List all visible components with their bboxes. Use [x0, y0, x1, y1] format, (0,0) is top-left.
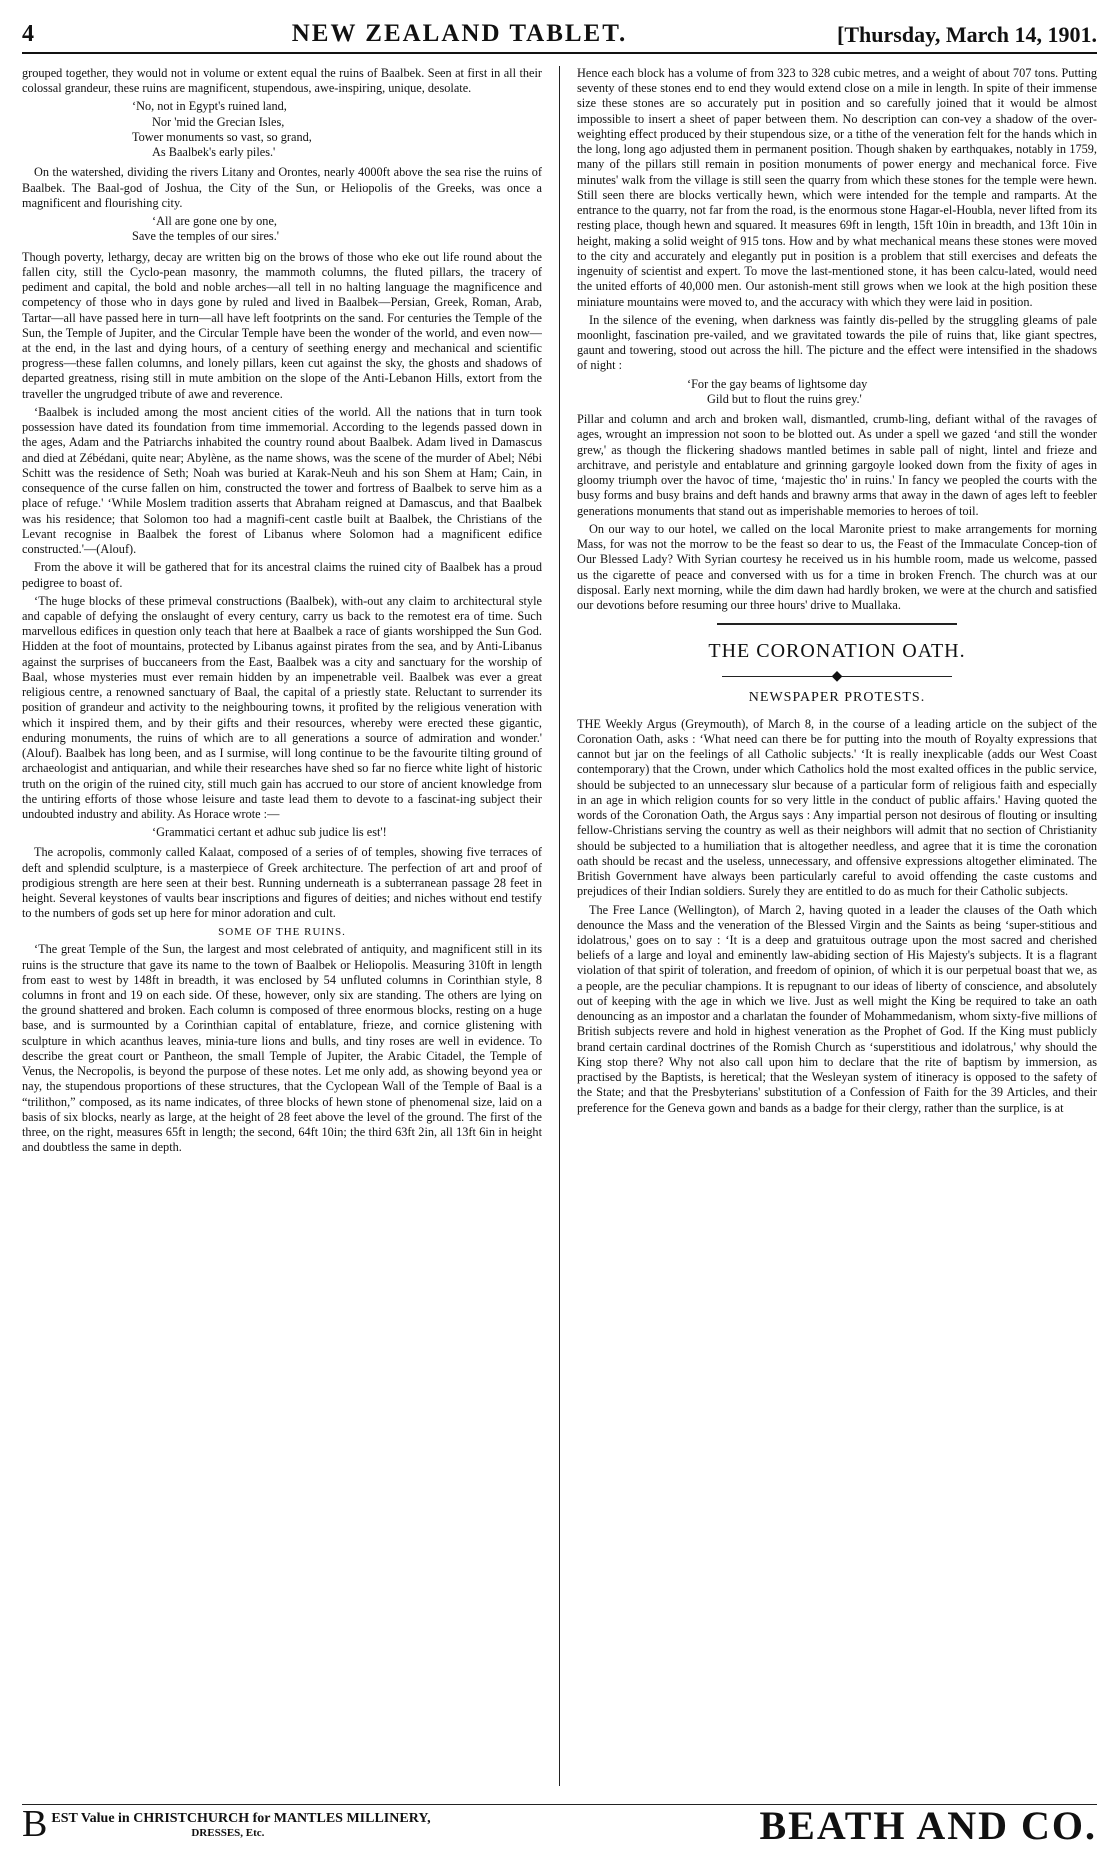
verse-line: ‘For the gay beams of lightsome day	[687, 376, 868, 391]
verse	[22, 825, 542, 840]
section-rule	[717, 623, 957, 625]
page-number: 4	[22, 21, 34, 47]
article-heading: THE CORONATION OATH.	[708, 640, 966, 663]
verse-line: ‘Grammatici certant et adhuc sub judice lis est'!	[152, 825, 387, 840]
verse	[22, 99, 542, 160]
advertisement-text	[22, 1804, 431, 1846]
left-column	[22, 66, 542, 1786]
paragraph: grouped together, they would not in volume or extent equal the ruins of Baalbek. Seen at first in all their colossal grandeur, these ruins are magnificent, stupendous, awe-inspiring, unique, desolate.	[22, 66, 542, 96]
ad-line: EST Value in CHRISTCHURCH for MANTLES MILLINERY,	[51, 1811, 431, 1827]
advertisement-footer	[22, 1802, 1097, 1848]
paragraph: Hence each block has a volume of from 323 to 328 cubic metres, and a weight of about 707 tons. Putting seventy of these stones end to end they would extend close on a mile in length. In spite of their immense size these stones are so accurately put in position and so carefully joined that it would be almost impossible to insert a sheet of paper between them. No description can con-vey a shadow of the over-weighting effect produced by their stupendous size, or a tithe of the veneration felt for the hands which in the long, long ago adjusted them in permanent position. Though shaken by earthquakes, notably in 1759, many of the pillars still remain in position monuments of power energy and mechanical force. Five minutes' walk from the village is still seen the quarry from which these stones for the temple were hewn. Still seen there are blocks vertically hewn, which were intended for the temple and ramparts. At the entrance to the quarry, not far from the road, is the enormous stone Hagar-el-Houbla, never lifted from its resting place, though hewn and squared. It measures 69ft in length, 15ft 10in in breadth, and 13ft 10in in height, making a solid weight of 915 tons. How and by what mechanical means these stones were moved to the city and accurately and elegantly put in position is a problem that still exercises and defeats the ingenuity of scientist and expert. To move the last-mentioned stone, it has been calcu-lated, would need the united efforts of 40,000 men. Our astonish-ment still grows when we look at the high position these miniature mountains were moved to, and the accuracy with which they were laid in position.	[577, 66, 1097, 309]
paragraph: On the watershed, dividing the rivers Litany and Orontes, nearly 4000ft above the sea rise the ruins of Baalbek. The Baal-god of Joshua, the City of the Sun, or Heliopolis of the Greeks, was once a magnificent and flourishing city.	[22, 165, 542, 210]
paragraph: The acropolis, commonly called Kalaat, composed of a series of of temples, showing five terraces of deft and splendid sculpture, is a masterpiece of Greek architecture. The perfection of art and proof of prodigious strength are here seen at their best. Running underneath is a subterranean passage 28 feet in height. Several keystones of vaults bear inscriptions and figures of deities; and niches without end testify to the numbers of gods set up here for minor adoration and cult.	[22, 845, 542, 921]
paragraph: On our way to our hotel, we called on the local Maronite priest to make arrangements for morning Mass, for was not the morrow to be the feast so dear to us, the Feast of the Immaculate Concep-tion of Our Blessed Lady? With Syrian courtesy he received us in his humble room, made us welcome, passed us the cigarette of peace and conversed with us for a time in broken French. The church was at our disposal. Early next morning, while the dim dawn had hardly broken, we were at the church and satisfied our devotions before resuming our three hours' drive to Muallaka.	[577, 521, 1097, 612]
verse	[22, 214, 542, 244]
verse-line: Tower monuments so vast, so grand,	[132, 129, 312, 144]
ad-line: DRESSES, Etc.	[191, 1826, 265, 1839]
paragraph: The Free Lance (Wellington), of March 2, having quoted in a leader the clauses of the Oath which denounce the Mass and the veneration of the Blessed Virgin and the Saints as being ‘super-stitious and idolatrous,' goes on to say : ‘It is a deep and gratuitous outrage upon the most sacred and cherished beliefs of a large and loyal and eminently law-abiding section of His Majesty's subjects. It is a flagrant violation of that spirit of toleration, and freedom of opinion, of which it is our perpetual boast that we, as a people, are the peculiar champions. It is repugnant to our ideas of liberty of conscience, and absolutely out of keeping with the age in which we live. Just as well might the King be required to take an oath denouncing as an impostor and a charlatan the founder of Mohammedanism, whom sixty-five millions of British subjects revere and hold in highest veneration as the Prophet of God. If the King must publicly brand certain cardinal doctrines of the Romish Church as ‘superstitious and idolatrous,' why should the King stop there? Why not also call upon him to declare that the rite of baptism by immersion, as practised by the Baptists, is heretical; that the Wesleyan system of itineracy is opposed to the safety of the State; and that the Presbyterians' substitution of a Confession of Faith for the 39 Articles, and their preference for the Geneva gown and bands as a badge for their clergy, rather than the surplice, is at	[577, 902, 1097, 1115]
advertiser-name: BEATH AND CO.	[759, 1802, 1097, 1848]
verse-line: ‘All are gone one by one,	[152, 214, 277, 229]
article-subheading: NEWSPAPER PROTESTS.	[748, 690, 926, 706]
masthead	[22, 18, 1097, 54]
ornament-divider	[577, 668, 1097, 685]
issue-date: [Thursday, March 14, 1901.	[837, 22, 1097, 47]
paragraph: Though poverty, lethargy, decay are written big on the brows of those who eke out life round about the fallen city, still the Cyclo-pean masonry, the mammoth columns, the fluted pillars, the tracery of pediment and capital, the bold and noble arches—all tell in no halting language the magnificence and competency of those who in days gone by ruled and lived in Baalbek—Persian, Greek, Roman, Arab, Tartar—all have passed here in turn—all have left footprints on the sand. For centuries the Temple of the Sun, the Temple of Jupiter, and the Circular Temple have been the wonder of the world, and even now—at the end, in the last and dying hours, of a century of seething energy and mechanical and scientific progress—these fallen columns, and lonely pillars, keen cut against the sky, the ghosts and shadows of departed greatness, rising still in mute ambition on the slope of the Anti-Lebanon Hills, extort from the traveller the ungrudged tribute of awe and reverence.	[22, 249, 542, 401]
section-subhead: SOME OF THE RUINS.	[218, 925, 346, 938]
paragraph: From the above it will be gathered that for its ancestral claims the ruined city of Baalbek has a proud pedigree to boast of.	[22, 560, 542, 590]
paragraph: Pillar and column and arch and broken wall, dismantled, crumb-ling, defiant withal of the ravages of ages, wrought an impression not soon to be blotted out. As under a spell we gazed ‘and still the wonder grew,' as though the flickering shadows mantled betimes in sable pall of night, lintel and frieze and architrave, and peristyle and entablature and grinning gargoyle looked down from the fixity of ages in gloomy triumph over the havoc of time, ‘majestic tho' in ruins.' In fancy we peopled the courts with the busy forms and busy brains and deft hands and brawny arms that away in the dawn of ages left to feebler generations monuments that stand out as imperishable memories to heroes of toil.	[577, 412, 1097, 518]
verse	[577, 377, 1097, 407]
drop-cap: B	[22, 1803, 48, 1846]
diamond-icon: ◆	[831, 669, 843, 684]
verse-line: As Baalbek's early piles.'	[152, 145, 276, 160]
paragraph: In the silence of the evening, when darkness was faintly dis-pelled by the struggling gleams of pale moonlight, fascination pre-vailed, and we gravitated towards the pile of ruins that, like giant spectres, gaunt and towering, stood out across the hill. The picture and the effect were intensified in the shadows of night :	[577, 312, 1097, 373]
verse-line: ‘No, not in Egypt's ruined land,	[132, 99, 287, 114]
verse-line: Gild but to flout the ruins grey.'	[707, 391, 862, 406]
right-column	[577, 66, 1097, 1786]
paragraph: ‘Baalbek is included among the most ancient cities of the world. All the nations that in turn took possession have dated its foundation from time immemorial. According to the legends passed down in the ages, Adam and the Patriarchs inhabited the country round about Baalbek. Adam lived in Damascus and died at Zébédani, quite near; Abylène, as the name shows, was the scene of the murder of Abel; Nébi Schitt was the residence of Seth; Noah was buried at Karak-Neuh and his son Shem at Ham; Cain, in consequence of the curse fallen on him, constructed the tower and fortress of Baalbek to serve him as a place of refuge.' ‘While Moslem tradition asserts that Abraham reigned at Damascus, and that Baalbek was his residence; that Solomon too had a magnifi-cent castle built at Baalbek, the Christians of the Levant recognise in Baalbek the forest of Libanus where Solomon had a magnificent edifice constructed.'—(Alouf).	[22, 404, 542, 557]
verse-line: Nor 'mid the Grecian Isles,	[152, 114, 285, 129]
column-divider	[559, 66, 560, 1786]
paragraph: ‘The great Temple of the Sun, the largest and most celebrated of antiquity, and magnificent still in its ruins is the structure that gave its name to the town of Baalbek or Heliopolis. Measuring 310ft in length from east to west by 148ft in breadth, it was enclosed by 54 unfluted columns in Corinthian style, 8 columns in front and 19 on each side. Of these, however, only six are standing. The others are lying on the ground shattered and broken. Each column is composed of three enormous blocks, resting on a huge base, and is surmounted by a Corinthian capital of entablature, frieze, and cornice glistening with sculpture in which acanthus leaves, minia-ture lions and bulls, and tiny roses are well in evidence. To describe the great court or Pantheon, the small Temple of Jupiter, the Arabic Citadel, the Temple of Venus, the Necropolis, is beyond the purpose of these notes. Let me only add, as showing beyond yea or nay, the stupendous proportions of these structures, that the Cyclopean Wall of the Temple of Baal is a “trilithon,” composed, as its name indicates, of three blocks of hewn stone of phenomenal size, laid on a basis of six blocks, nearly as large, at the height of 28 feet above the level of the ground. The first of the three, on the right, measures 65ft in length; the second, 64ft 10in; the third 63ft 2in, all 13ft 6in in height and doubtless the same in depth.	[22, 942, 542, 1155]
newspaper-title: NEW ZEALAND TABLET.	[291, 20, 628, 47]
paragraph: THE Weekly Argus (Greymouth), of March 8, in the course of a leading article on the subject of the Coronation Oath, asks : ‘What need can there be for putting into the mouth of Royalty expressions that cannot but jar on the feelings of all Catholic subjects.' ‘It is really inexplicable (adds our West Coast contemporary) that the Crown, under which Catholics hold the most exalted offices in the public service, should be subjected to an unnecessary slur because of a particular form of religious faith and especially in an age in which religion counts for so very little in the conduct of public affairs.' Having quoted the words of the Coronation Oath, the Argus says : Any impartial person not desirous of flouting or insulting fellow-Christians serving the country as well as their neighbors will admit that no section of Christianity should be subjected to a humiliation that is altogether needless, and agree that it is time the coronation oath should be recast and the useless, unnecessary, and offensive expressions altogether eliminated. The British Government have always been particularly careful to avoid offending the caste customs and prejudices of their Indian soldiers. Surely they are entitled to do as much for their Catholic subjects.	[577, 716, 1097, 899]
verse-line: Save the temples of our sires.'	[132, 229, 280, 244]
newspaper-page	[22, 18, 1097, 1848]
paragraph: ‘The huge blocks of these primeval constructions (Baalbek), with-out any claim to architectural style and capable of defying the onslaught of every century, carry us back to the remotest era of time. Such marvellous edifices in question only teach that here at Baalbek a race of giants worshipped the Sun God. Hidden at the foot of mountains, protected by Libanus against pirates from the sea, and by Anti-Libanus against the surprises of buccaneers from the East, Baalbek was a city and sanctuary for the worship of Baal, whose mysteries must ever remain hidden by an impenetrable veil. Baalbek was ever a great religious centre, a renowned sanctuary of Baal, the capital of a priestly state. Reluctant to surrender its position of grandeur and activity to the neighbouring towns, it profited by the religious veneration with which it inspired them, and by their gifts and their resources, whereby were erected these gigantic, enduring monuments, the ruins of which are to all generations a source of admiration and wonder.' (Alouf). Baalbek has long been, and as I surmise, will long continue to be the favourite tilting ground of archaeologist and antiquarian, and while their researches have shed so far no fierce white light of historic truth on the origin of the ruined city, still much gain has accrued to our store of ancient knowledge from the untiring efforts of those whose leisure and taste lead them to devote to a fascinat-ing subject their undoubted industry and ability. As Horace wrote :—	[22, 593, 542, 822]
